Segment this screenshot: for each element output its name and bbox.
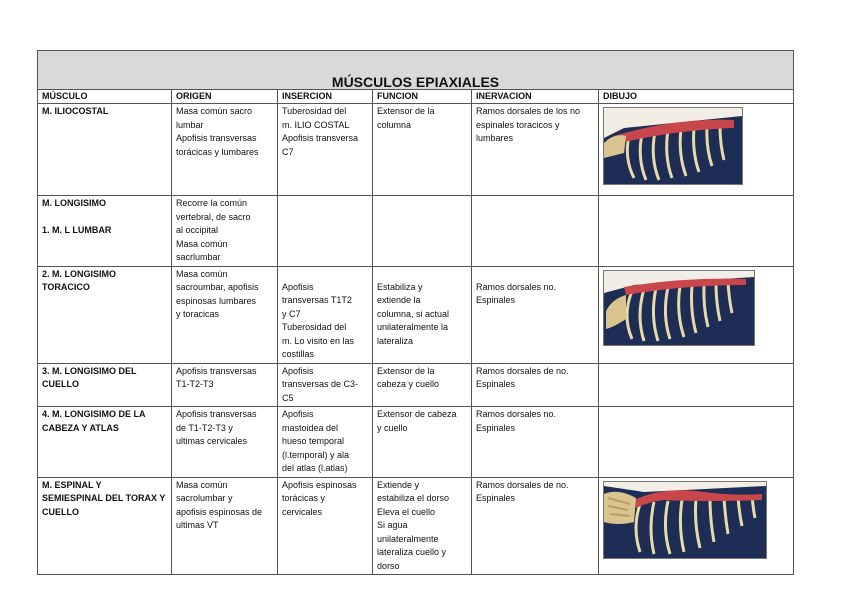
cell-line: Extiende y — [377, 479, 420, 490]
cell-line: Espinales — [476, 493, 516, 503]
cell-line: unilateralmente — [377, 533, 439, 544]
table-row — [38, 363, 794, 407]
cell-line: Estabiliza y — [377, 281, 423, 292]
cell-line: Espinales — [476, 379, 516, 389]
cell-line: Extensor de la — [377, 106, 435, 116]
cell-line: Apofisis espinosas — [282, 479, 357, 490]
cell-line — [476, 268, 594, 281]
cell-funcion — [373, 363, 472, 407]
cell-line: y toracicas — [176, 309, 220, 319]
cell-line: torácicas y lumbares — [176, 146, 259, 157]
header-row — [38, 90, 794, 104]
cell-musculo — [38, 407, 172, 478]
cell-line: CABEZA Y ATLAS — [42, 422, 119, 433]
cell-musculo — [38, 196, 172, 267]
cell-line: costillas — [282, 349, 315, 359]
cell-line: columna — [377, 119, 412, 130]
cell-line: Masa común — [176, 268, 228, 279]
cell-insercion — [278, 363, 373, 407]
cell-line: Apofisis — [282, 281, 314, 292]
cell-line: CUELLO — [42, 506, 79, 517]
cell-line: Eleva el cuello — [377, 506, 436, 517]
cell-line: sacrlumbar — [176, 252, 221, 262]
header-musculo: MÚSCULO — [38, 90, 172, 104]
cell-line: Recorre la común — [176, 198, 248, 208]
cell-origen — [172, 266, 278, 363]
cell-insercion — [278, 266, 373, 363]
cell-line: del atlas (l.atlas) — [282, 463, 348, 473]
cell-line: torácicas y — [282, 493, 326, 503]
cell-musculo — [38, 363, 172, 407]
iliocostal-drawing — [603, 107, 743, 185]
cell-line: Extensor de cabeza — [377, 409, 457, 419]
cell-line: Apofisis transversa — [282, 133, 359, 143]
longisimo-toracico-drawing — [603, 270, 755, 346]
cell-inervacion — [472, 104, 599, 196]
cell-line: y C7 — [282, 308, 301, 319]
cell-line: Apofisis transversas — [176, 409, 257, 419]
table-row — [38, 407, 794, 478]
cell-line: Apofisis — [282, 409, 314, 419]
cell-line: Apofisis transversas — [176, 365, 257, 376]
cell-funcion — [373, 407, 472, 478]
cell-musculo — [38, 266, 172, 363]
cell-line: ultimas cervicales — [176, 436, 248, 446]
cell-insercion — [278, 196, 373, 267]
header-inervacion: INERVACION — [472, 90, 599, 104]
cell-line: Ramos dorsales de los no — [476, 106, 581, 116]
cell-line: cervicales — [282, 506, 323, 517]
table-row — [38, 477, 794, 575]
cell-line: CUELLO — [42, 379, 79, 389]
cell-line: m. ILIO COSTAL — [282, 119, 350, 130]
cell-inervacion — [472, 266, 599, 363]
cell-inervacion — [472, 407, 599, 478]
document-sheet — [37, 50, 793, 575]
cell-musculo — [38, 104, 172, 196]
cell-line: ultimas VT — [176, 520, 219, 530]
cell-line: Si agua — [377, 520, 408, 530]
cell-line: Ramos dorsales de no. — [476, 479, 569, 490]
header-insercion: INSERCION — [278, 90, 373, 104]
cell-origen — [172, 104, 278, 196]
cell-line: C7 — [282, 146, 294, 157]
cell-funcion — [373, 477, 472, 575]
table-row — [38, 196, 794, 267]
cell-line: estabiliza el dorso — [377, 493, 450, 503]
cell-line — [42, 211, 167, 224]
cell-dibujo — [599, 104, 794, 196]
cell-line: y cuello — [377, 422, 408, 433]
cell-funcion — [373, 196, 472, 267]
cell-line — [377, 268, 467, 281]
cell-line: m. Lo visito en las — [282, 335, 355, 346]
cell-insercion — [278, 104, 373, 196]
cell-line: Apofisis transversas — [176, 133, 257, 143]
cell-line: transversas T1T2 — [282, 295, 352, 305]
cell-line: lateraliza — [377, 335, 414, 346]
cell-line: M. LONGISIMO — [42, 198, 106, 208]
cell-insercion — [278, 477, 373, 575]
cell-line: espinales toracicos y — [476, 119, 560, 130]
cell-line: 1. M. L LUMBAR — [42, 224, 112, 235]
cell-line: vertebral, de sacro — [176, 211, 251, 222]
cell-line: unilateralmente la — [377, 322, 449, 332]
cell-line: (l.temporal) y ala — [282, 449, 350, 460]
cell-line: lumbares — [476, 133, 514, 143]
table-title: MÚSCULOS EPIAXIALES — [38, 51, 794, 90]
cell-line: Masa común — [176, 479, 228, 490]
cell-inervacion — [472, 363, 599, 407]
cell-line: C5 — [282, 392, 294, 403]
cell-line: 4. M. LONGISIMO DE LA — [42, 409, 146, 419]
cell-line: Apofisis — [282, 365, 314, 376]
cell-line: M. ESPINAL Y — [42, 479, 102, 490]
cell-dibujo — [599, 196, 794, 267]
cell-line: Masa común sacro — [176, 106, 253, 116]
cell-line: Espinales — [476, 295, 516, 305]
cell-musculo — [38, 477, 172, 575]
cell-line: 3. M. LONGISIMO DEL — [42, 365, 137, 376]
cell-line: transversas de C3- — [282, 379, 359, 389]
title-row — [38, 51, 794, 90]
cell-line: apofisis espinosas de — [176, 506, 263, 517]
espinal-semiespinal-drawing — [603, 481, 767, 559]
cell-line: Tuberosidad del — [282, 106, 347, 116]
cell-line: sacroumbar, apofisis — [176, 282, 259, 292]
cell-origen — [172, 477, 278, 575]
cell-line: dorso — [377, 560, 400, 571]
table-row — [38, 104, 794, 196]
cell-dibujo — [599, 477, 794, 575]
cell-inervacion — [472, 196, 599, 267]
cell-line: hueso temporal — [282, 436, 345, 446]
table-row — [38, 266, 794, 363]
cell-line: espinosas lumbares — [176, 295, 257, 306]
cell-dibujo — [599, 407, 794, 478]
cell-line: cabeza y cuello — [377, 379, 440, 389]
cell-line: TORACICO — [42, 282, 90, 292]
cell-line: M. ILIOCOSTAL — [42, 106, 109, 116]
cell-origen — [172, 196, 278, 267]
cell-line: Ramos dorsales de no. — [476, 365, 569, 376]
header-origen: ORIGEN — [172, 90, 278, 104]
cell-origen — [172, 407, 278, 478]
cell-inervacion — [472, 477, 599, 575]
cell-dibujo — [599, 266, 794, 363]
cell-line: al occipital — [176, 225, 219, 235]
cell-line: Espinales — [476, 422, 516, 433]
cell-line — [282, 268, 368, 281]
cell-line: Ramos dorsales no. — [476, 281, 557, 292]
cell-line: Extensor de la — [377, 365, 435, 376]
cell-line: sacrolumbar y — [176, 493, 233, 503]
cell-line: mastoidea del — [282, 422, 339, 433]
cell-funcion — [373, 104, 472, 196]
cell-origen — [172, 363, 278, 407]
muscle-table — [37, 50, 794, 575]
cell-funcion — [373, 266, 472, 363]
header-dibujo: DIBUJO — [599, 90, 794, 104]
header-funcion: FUNCION — [373, 90, 472, 104]
cell-line: Ramos dorsales no. — [476, 409, 557, 419]
cell-line: Masa común — [176, 238, 228, 249]
cell-line: extiende la — [377, 295, 421, 305]
cell-line: lumbar — [176, 119, 204, 130]
cell-line: Tuberosidad del — [282, 322, 347, 332]
cell-line: columna, si actual — [377, 308, 450, 319]
cell-line: SEMIESPINAL DEL TORAX Y — [42, 493, 166, 503]
cell-dibujo — [599, 363, 794, 407]
cell-line: lateraliza cuello y — [377, 547, 447, 557]
cell-line: 2. M. LONGISIMO — [42, 268, 117, 279]
cell-insercion — [278, 407, 373, 478]
cell-line: T1-T2-T3 — [176, 379, 214, 389]
cell-line: de T1-T2-T3 y — [176, 422, 233, 433]
